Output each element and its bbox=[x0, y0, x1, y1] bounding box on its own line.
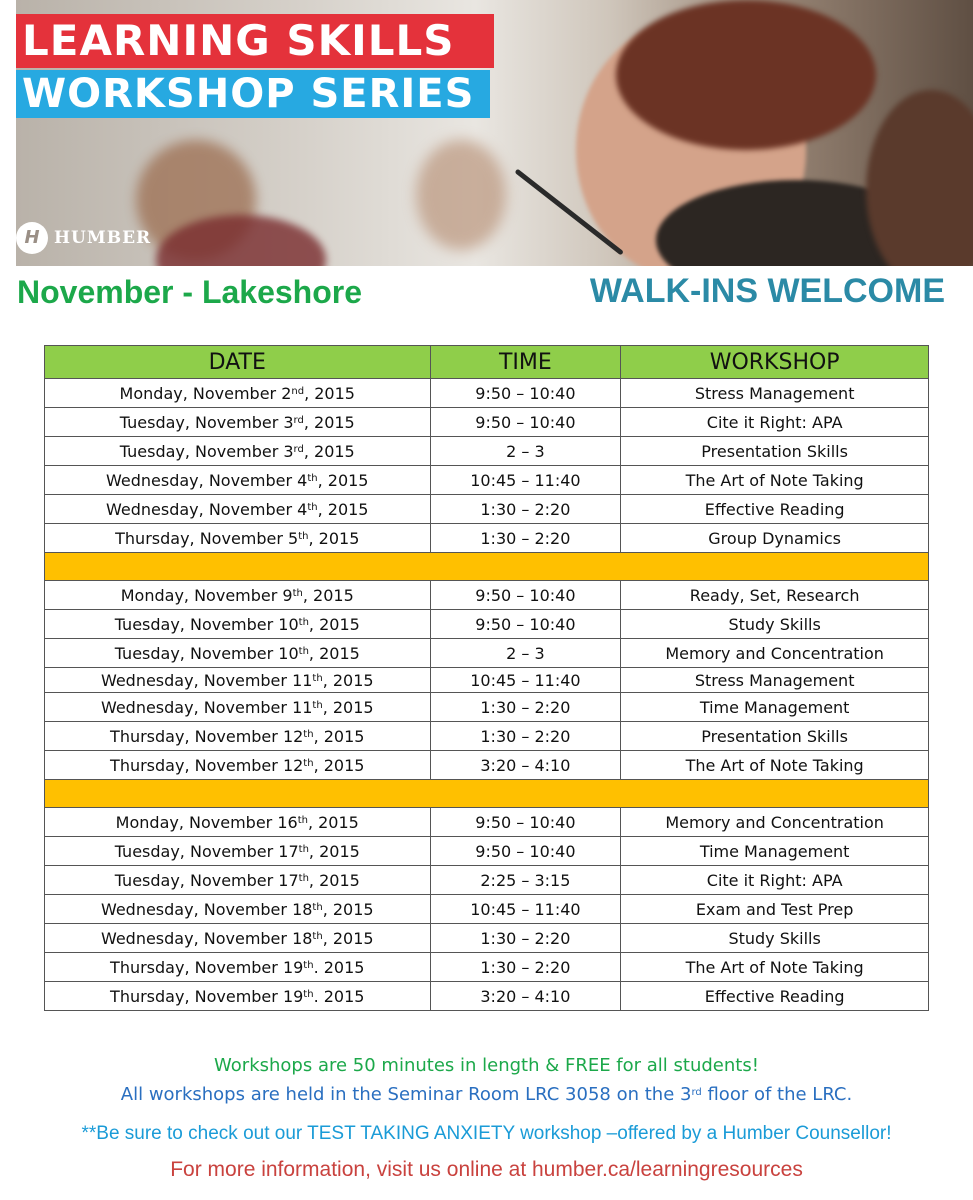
time-cell: 10:45 – 11:40 bbox=[430, 668, 621, 693]
workshop-cell: Study Skills bbox=[621, 924, 929, 953]
footer-more-info: For more information, visit us online at humber.ca/learningresources bbox=[170, 1158, 803, 1181]
date-cell bbox=[45, 610, 431, 639]
date-day: Thursday, November 19 bbox=[110, 986, 304, 1006]
date-cell bbox=[45, 581, 431, 610]
date-ordinal-suffix: th bbox=[312, 930, 323, 942]
humber-logo-text: HUMBER bbox=[54, 228, 152, 248]
table-row bbox=[45, 693, 929, 722]
week-separator-row bbox=[45, 780, 929, 808]
table-row bbox=[45, 466, 929, 495]
date-year: , 2015 bbox=[308, 841, 360, 861]
date-year: , 2015 bbox=[303, 412, 355, 432]
date-ordinal-suffix: th bbox=[312, 699, 323, 711]
date-ordinal-suffix: rd bbox=[293, 443, 304, 455]
week-separator-row bbox=[45, 553, 929, 581]
date-cell bbox=[45, 693, 431, 722]
date-cell bbox=[45, 751, 431, 780]
date-day: Monday, November 2 bbox=[119, 383, 292, 403]
workshop-cell: Study Skills bbox=[621, 610, 929, 639]
time-cell: 9:50 – 10:40 bbox=[430, 408, 621, 437]
table-row bbox=[45, 808, 929, 837]
date-cell bbox=[45, 866, 431, 895]
date-ordinal-suffix: th bbox=[292, 587, 303, 599]
workshop-cell: Cite it Right: APA bbox=[621, 408, 929, 437]
time-cell: 1:30 – 2:20 bbox=[430, 524, 621, 553]
date-cell bbox=[45, 668, 431, 693]
date-day: Monday, November 16 bbox=[115, 812, 298, 832]
date-ordinal-suffix: th bbox=[303, 988, 314, 1000]
footer-location-note bbox=[0, 1084, 973, 1105]
time-cell: 9:50 – 10:40 bbox=[430, 581, 621, 610]
table-row bbox=[45, 837, 929, 866]
date-ordinal-suffix: th bbox=[307, 472, 318, 484]
table-row bbox=[45, 668, 929, 693]
walk-ins-heading: WALK-INS WELCOME bbox=[589, 272, 945, 310]
date-cell bbox=[45, 639, 431, 668]
time-cell: 3:20 – 4:10 bbox=[430, 982, 621, 1011]
date-day: Tuesday, November 3 bbox=[119, 441, 294, 461]
time-cell: 9:50 – 10:40 bbox=[430, 808, 621, 837]
workshop-cell: Exam and Test Prep bbox=[621, 895, 929, 924]
date-cell bbox=[45, 722, 431, 751]
workshop-cell: Time Management bbox=[621, 693, 929, 722]
date-year: , 2015 bbox=[322, 670, 374, 690]
date-ordinal-suffix: nd bbox=[291, 385, 305, 397]
table-row bbox=[45, 639, 929, 668]
workshop-cell: Effective Reading bbox=[621, 495, 929, 524]
date-ordinal-suffix: th bbox=[298, 530, 309, 542]
date-year: , 2015 bbox=[308, 643, 360, 663]
date-year: , 2015 bbox=[308, 528, 360, 548]
week-separator bbox=[45, 553, 929, 581]
table-row bbox=[45, 408, 929, 437]
date-cell bbox=[45, 895, 431, 924]
table-row bbox=[45, 610, 929, 639]
date-ordinal-suffix: th bbox=[298, 616, 309, 628]
humber-logo-icon: H bbox=[16, 222, 48, 254]
table-row bbox=[45, 581, 929, 610]
workshop-cell: Presentation Skills bbox=[621, 437, 929, 466]
date-year: , 2015 bbox=[308, 870, 360, 890]
date-year: , 2015 bbox=[313, 726, 365, 746]
workshop-cell: Effective Reading bbox=[621, 982, 929, 1011]
date-year: , 2015 bbox=[317, 499, 369, 519]
table-row bbox=[45, 982, 929, 1011]
footer-location-suffix: rd bbox=[691, 1087, 702, 1098]
workshop-cell: Time Management bbox=[621, 837, 929, 866]
workshop-cell: Stress Management bbox=[621, 668, 929, 693]
column-header-time: TIME bbox=[430, 346, 621, 379]
time-cell: 1:30 – 2:20 bbox=[430, 953, 621, 982]
date-cell bbox=[45, 408, 431, 437]
date-year: , 2015 bbox=[307, 812, 359, 832]
date-year: , 2015 bbox=[322, 697, 374, 717]
date-ordinal-suffix: rd bbox=[293, 414, 304, 426]
date-day: Monday, November 9 bbox=[120, 585, 293, 605]
time-cell: 10:45 – 11:40 bbox=[430, 466, 621, 495]
workshop-schedule-table bbox=[44, 345, 929, 1011]
date-day: Wednesday, November 18 bbox=[100, 899, 313, 919]
time-cell: 2:25 – 3:15 bbox=[430, 866, 621, 895]
date-year: , 2015 bbox=[313, 755, 365, 775]
date-ordinal-suffix: th bbox=[298, 645, 309, 657]
workshop-cell: Ready, Set, Research bbox=[621, 581, 929, 610]
workshop-cell: The Art of Note Taking bbox=[621, 953, 929, 982]
date-year: . 2015 bbox=[313, 957, 365, 977]
date-day: Wednesday, November 18 bbox=[100, 928, 313, 948]
humber-logo bbox=[16, 222, 151, 254]
background-photo-element bbox=[616, 0, 876, 150]
table-row bbox=[45, 722, 929, 751]
banner-title-line1: LEARNING SKILLS bbox=[16, 14, 494, 68]
date-year: , 2015 bbox=[303, 441, 355, 461]
date-cell bbox=[45, 982, 431, 1011]
column-header-workshop: WORKSHOP bbox=[621, 346, 929, 379]
footer-location-text: All workshops are held in the Seminar Room LRC 3058 on the 3 bbox=[120, 1084, 692, 1105]
date-ordinal-suffix: th bbox=[312, 901, 323, 913]
banner-title-line2: WORKSHOP SERIES bbox=[16, 70, 490, 118]
time-cell: 2 – 3 bbox=[430, 639, 621, 668]
workshop-cell: Group Dynamics bbox=[621, 524, 929, 553]
time-cell: 1:30 – 2:20 bbox=[430, 693, 621, 722]
table-row bbox=[45, 524, 929, 553]
header-banner bbox=[16, 0, 973, 266]
background-photo-element bbox=[866, 90, 973, 266]
date-day: Wednesday, November 4 bbox=[106, 499, 308, 519]
workshop-cell: The Art of Note Taking bbox=[621, 466, 929, 495]
date-day: Tuesday, November 10 bbox=[114, 614, 299, 634]
date-cell bbox=[45, 466, 431, 495]
date-day: Tuesday, November 3 bbox=[119, 412, 294, 432]
date-cell bbox=[45, 837, 431, 866]
table-row bbox=[45, 953, 929, 982]
date-day: Wednesday, November 11 bbox=[100, 697, 313, 717]
workshop-cell: Memory and Concentration bbox=[621, 639, 929, 668]
date-day: Tuesday, November 10 bbox=[114, 643, 299, 663]
time-cell: 9:50 – 10:40 bbox=[430, 837, 621, 866]
date-year: . 2015 bbox=[313, 986, 365, 1006]
date-ordinal-suffix: th bbox=[298, 872, 309, 884]
date-ordinal-suffix: th bbox=[303, 757, 314, 769]
workshop-cell: Cite it Right: APA bbox=[621, 866, 929, 895]
time-cell: 9:50 – 10:40 bbox=[430, 379, 621, 408]
date-day: Tuesday, November 17 bbox=[114, 870, 299, 890]
date-day: Thursday, November 12 bbox=[110, 726, 304, 746]
date-ordinal-suffix: th bbox=[303, 728, 314, 740]
column-header-date: DATE bbox=[45, 346, 431, 379]
table-body bbox=[45, 379, 929, 1011]
time-cell: 1:30 – 2:20 bbox=[430, 495, 621, 524]
date-cell bbox=[45, 437, 431, 466]
date-cell bbox=[45, 808, 431, 837]
time-cell: 10:45 – 11:40 bbox=[430, 895, 621, 924]
date-day: Thursday, November 5 bbox=[115, 528, 299, 548]
date-ordinal-suffix: th bbox=[297, 814, 308, 826]
date-ordinal-suffix: th bbox=[303, 959, 314, 971]
date-cell bbox=[45, 379, 431, 408]
table-row bbox=[45, 495, 929, 524]
date-day: Wednesday, November 4 bbox=[106, 470, 308, 490]
footer-location-text-end: floor of the LRC. bbox=[701, 1084, 853, 1105]
table-row bbox=[45, 866, 929, 895]
workshop-cell: Presentation Skills bbox=[621, 722, 929, 751]
date-day: Thursday, November 12 bbox=[110, 755, 304, 775]
date-day: Thursday, November 19 bbox=[110, 957, 304, 977]
date-year: , 2015 bbox=[322, 899, 374, 919]
date-year: , 2015 bbox=[302, 585, 354, 605]
table-row bbox=[45, 437, 929, 466]
date-day: Tuesday, November 17 bbox=[114, 841, 299, 861]
table-row bbox=[45, 924, 929, 953]
time-cell: 9:50 – 10:40 bbox=[430, 610, 621, 639]
workshop-cell: The Art of Note Taking bbox=[621, 751, 929, 780]
time-cell: 1:30 – 2:20 bbox=[430, 722, 621, 751]
date-year: , 2015 bbox=[304, 383, 355, 403]
date-year: , 2015 bbox=[308, 614, 360, 634]
date-ordinal-suffix: th bbox=[307, 501, 318, 513]
time-cell: 2 – 3 bbox=[430, 437, 621, 466]
date-cell bbox=[45, 953, 431, 982]
table-row bbox=[45, 379, 929, 408]
time-cell: 1:30 – 2:20 bbox=[430, 924, 621, 953]
background-photo-element bbox=[416, 140, 506, 250]
week-separator bbox=[45, 780, 929, 808]
date-year: , 2015 bbox=[322, 928, 374, 948]
workshop-cell: Memory and Concentration bbox=[621, 808, 929, 837]
workshop-cell: Stress Management bbox=[621, 379, 929, 408]
table-header-row bbox=[45, 346, 929, 379]
time-cell: 3:20 – 4:10 bbox=[430, 751, 621, 780]
date-cell bbox=[45, 495, 431, 524]
date-ordinal-suffix: th bbox=[312, 672, 323, 684]
footer-length-note: Workshops are 50 minutes in length & FREE for all students! bbox=[214, 1055, 759, 1076]
table-row bbox=[45, 751, 929, 780]
date-ordinal-suffix: th bbox=[298, 843, 309, 855]
date-day: Wednesday, November 11 bbox=[100, 670, 313, 690]
date-year: , 2015 bbox=[317, 470, 369, 490]
month-location-heading: November - Lakeshore bbox=[17, 274, 363, 310]
footer-anxiety-note: **Be sure to check out our TEST TAKING ANXIETY workshop –offered by a Humber Counsellor! bbox=[81, 1123, 892, 1144]
date-cell bbox=[45, 924, 431, 953]
table-row bbox=[45, 895, 929, 924]
date-cell bbox=[45, 524, 431, 553]
